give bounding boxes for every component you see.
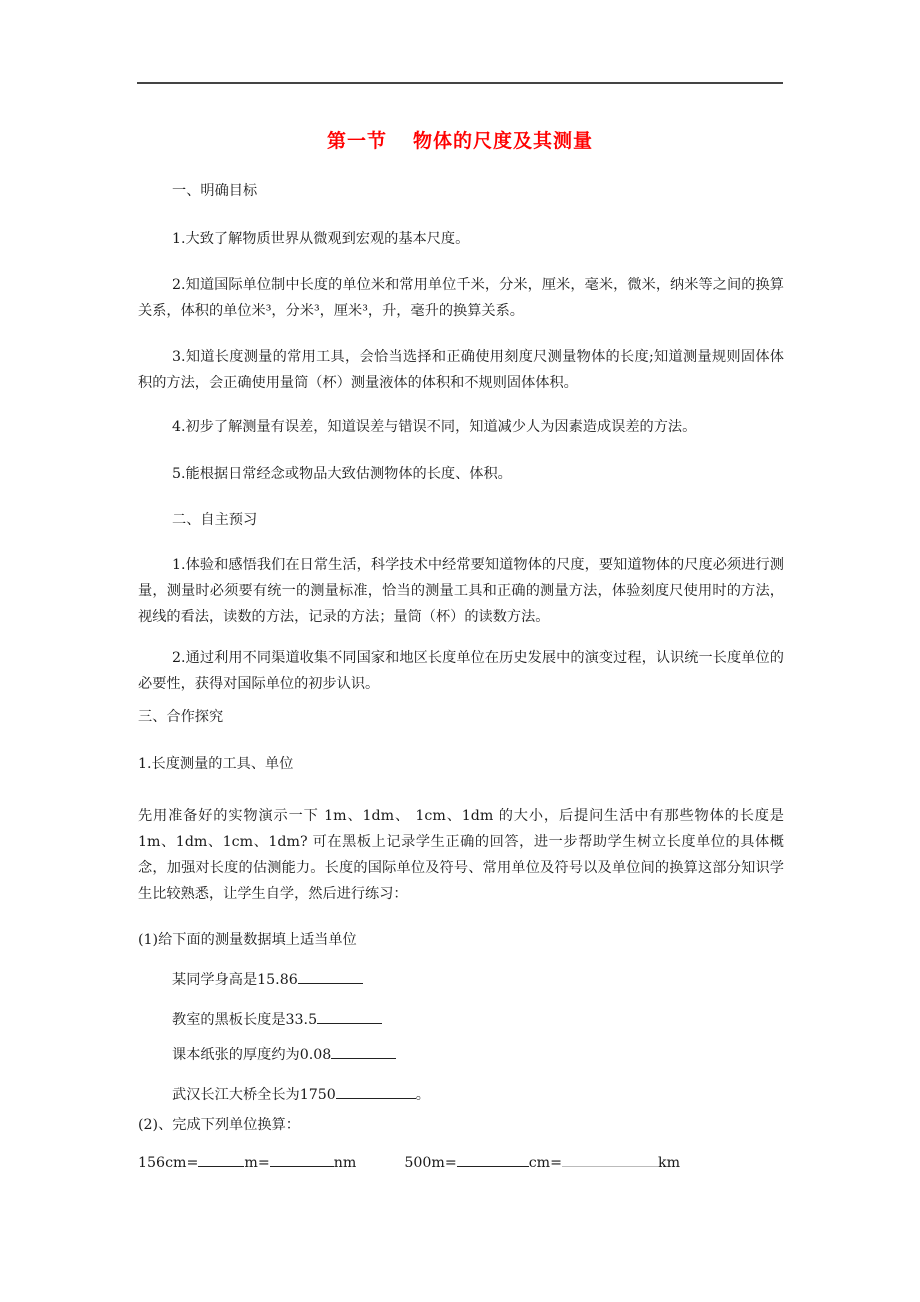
answer-blank[interactable] xyxy=(562,1152,658,1167)
exercise1-line: 某同学身高是15.86 xyxy=(172,967,363,993)
exercise2-prompt: (2)、完成下列单位换算： xyxy=(138,1117,300,1133)
answer-blank[interactable] xyxy=(331,1044,396,1059)
section1-heading: 一、明确目标 xyxy=(172,183,258,199)
exercise2-conversions: 156cm= m= nm 500m= cm= km xyxy=(138,1150,784,1176)
section3-sub1: 1.长度测量的工具、单位 xyxy=(138,756,294,772)
goal-4: 4.初步了解测量有误差，知道误差与错误不同，知道减少人为因素造成误差的方法。 xyxy=(172,419,697,435)
answer-blank[interactable] xyxy=(317,1009,382,1024)
goal-1: 1.大致了解物质世界从微观到宏观的基本尺度。 xyxy=(172,231,470,247)
header-rule xyxy=(137,82,783,84)
title-topic: 物体的尺度及其测量 xyxy=(413,130,594,152)
answer-blank[interactable] xyxy=(457,1152,529,1167)
section3-paragraph: 先用准备好的实物演示一下 1m、1dm、 1cm、1dm 的大小，后提问生活中有那些物体的长度是1m、1dm、1cm、1dm? 可在黑板上记录学生正确的回答，进一步帮助学生树立长度单位的具体概念，加强对长度的估测能力。长度的国际单位及符号、常用单位及符号以及单位间的换算这部分知识学生比较熟悉，让学生自学，然后进行练习： xyxy=(138,808,784,902)
section2-heading: 二、自主预习 xyxy=(172,512,258,528)
exercise1-prompt: (1)给下面的测量数据填上适当单位 xyxy=(138,932,357,948)
answer-blank[interactable] xyxy=(298,969,363,984)
goal-2: 2.知道国际单位制中长度的单位米和常用单位千米，分米，厘米，毫米，微米，纳米等之间的换算关系，体积的单位米³，分米³，厘米³，升，毫升的换算关系。 xyxy=(138,277,784,319)
preview-2: 2.通过利用不同渠道收集不同国家和地区长度单位在历史发展中的演变过程，认识统一长度单位的必要性，获得对国际单位的初步认识。 xyxy=(138,650,784,692)
answer-blank[interactable] xyxy=(336,1084,416,1099)
preview-1: 1.体验和感悟我们在日常生活，科学技术中经常要知道物体的尺度，要知道物体的尺度必须进行测量，测量时必须要有统一的测量标准，恰当的测量工具和正确的测量方法，体验刻度尺使用时的方法，视线的看法，读数的方法，记录的方法；量筒（杯）的读数方法。 xyxy=(138,557,784,625)
exercise1-line: 课本纸张的厚度约为0.08 xyxy=(172,1042,396,1068)
exercise1-line: 武汉长江大桥全长为1750 。 xyxy=(172,1082,430,1108)
page-title xyxy=(0,126,920,153)
answer-blank[interactable] xyxy=(198,1152,244,1167)
title-section-number: 第一节 xyxy=(326,130,387,152)
goal-3: 3.知道长度测量的常用工具，会恰当选择和正确使用刻度尺测量物体的长度;知道测量规则固体体积的方法，会正确使用量筒（杯）测量液体的体积和不规则固体体积。 xyxy=(138,349,784,391)
answer-blank[interactable] xyxy=(270,1152,334,1167)
section3-heading: 三、合作探究 xyxy=(138,709,224,725)
goal-5: 5.能根据日常经念或物品大致估测物体的长度、体积。 xyxy=(172,466,512,482)
exercise1-line: 教室的黑板长度是33.5 xyxy=(172,1007,382,1033)
